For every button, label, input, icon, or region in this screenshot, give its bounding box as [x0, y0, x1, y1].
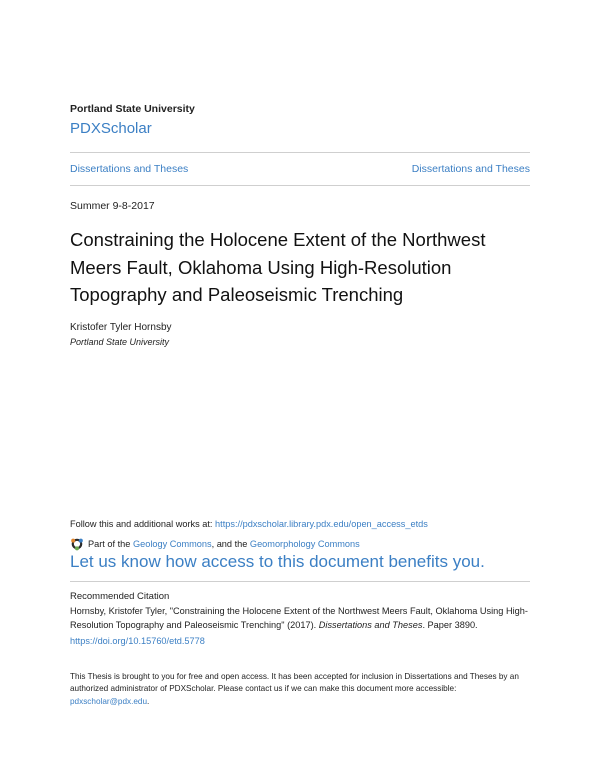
- recommended-citation-heading: Recommended Citation: [70, 591, 170, 602]
- series-link-left[interactable]: Dissertations and Theses: [70, 163, 189, 175]
- geomorphology-commons-link[interactable]: Geomorphology Commons: [249, 539, 360, 549]
- part-of-prefix: Part of the: [88, 539, 131, 549]
- title-line-1: Constraining the Holocene Extent of the Northwest: [70, 229, 486, 250]
- document-title: [70, 226, 540, 309]
- follow-line: [70, 519, 428, 529]
- citation-text: [70, 605, 534, 632]
- contact-email-link[interactable]: pdxscholar@pdx.edu: [70, 696, 148, 706]
- divider-series: [70, 185, 530, 186]
- repository-link[interactable]: PDXScholar: [70, 120, 152, 137]
- feedback-link[interactable]: Let us know how access to this document benefits you.: [70, 552, 485, 571]
- geology-commons-link[interactable]: Geology Commons: [132, 539, 212, 549]
- title-line-3: Topography and Paleoseismic Trenching: [70, 284, 404, 305]
- citation-journal: Dissertations and Theses: [318, 619, 423, 630]
- publication-date: Summer 9-8-2017: [70, 200, 155, 212]
- access-notice: [70, 671, 534, 708]
- citation-paper: . Paper 3890.: [422, 619, 478, 630]
- institution-name: Portland State University: [70, 103, 195, 115]
- doi-link[interactable]: https://doi.org/10.15760/etd.5778: [70, 636, 205, 646]
- network-commons-icon: [70, 537, 84, 551]
- part-of-line: [70, 537, 360, 551]
- citation-main: Hornsby, Kristofer Tyler, "Constraining the Holocene Extent of the Northwest Meers Fault, Oklahoma Using High-Resolution Topography and Paleoseismic Trenching" (2017).: [70, 606, 528, 630]
- follow-url-link[interactable]: https://pdxscholar.library.pdx.edu/open_access_etds: [215, 519, 428, 529]
- part-of-conjunction: , and the: [211, 539, 248, 549]
- series-link-right[interactable]: Dissertations and Theses: [411, 163, 530, 175]
- divider-citation: [70, 581, 530, 582]
- title-line-2: Meers Fault, Oklahoma Using High-Resolution: [70, 256, 452, 278]
- divider-top: [70, 152, 530, 153]
- follow-text: Follow this and additional works at:: [70, 519, 213, 529]
- author-affiliation: Portland State University: [70, 337, 170, 347]
- notice-text: This Thesis is brought to you for free and open access. It has been accepted for inclusion in Dissertations and Theses by an authorized administrator of PDXScholar. Please contact us if we can make this document more accessible:: [70, 672, 519, 694]
- notice-end: .: [147, 696, 150, 706]
- author-name: Kristofer Tyler Hornsby: [70, 322, 172, 333]
